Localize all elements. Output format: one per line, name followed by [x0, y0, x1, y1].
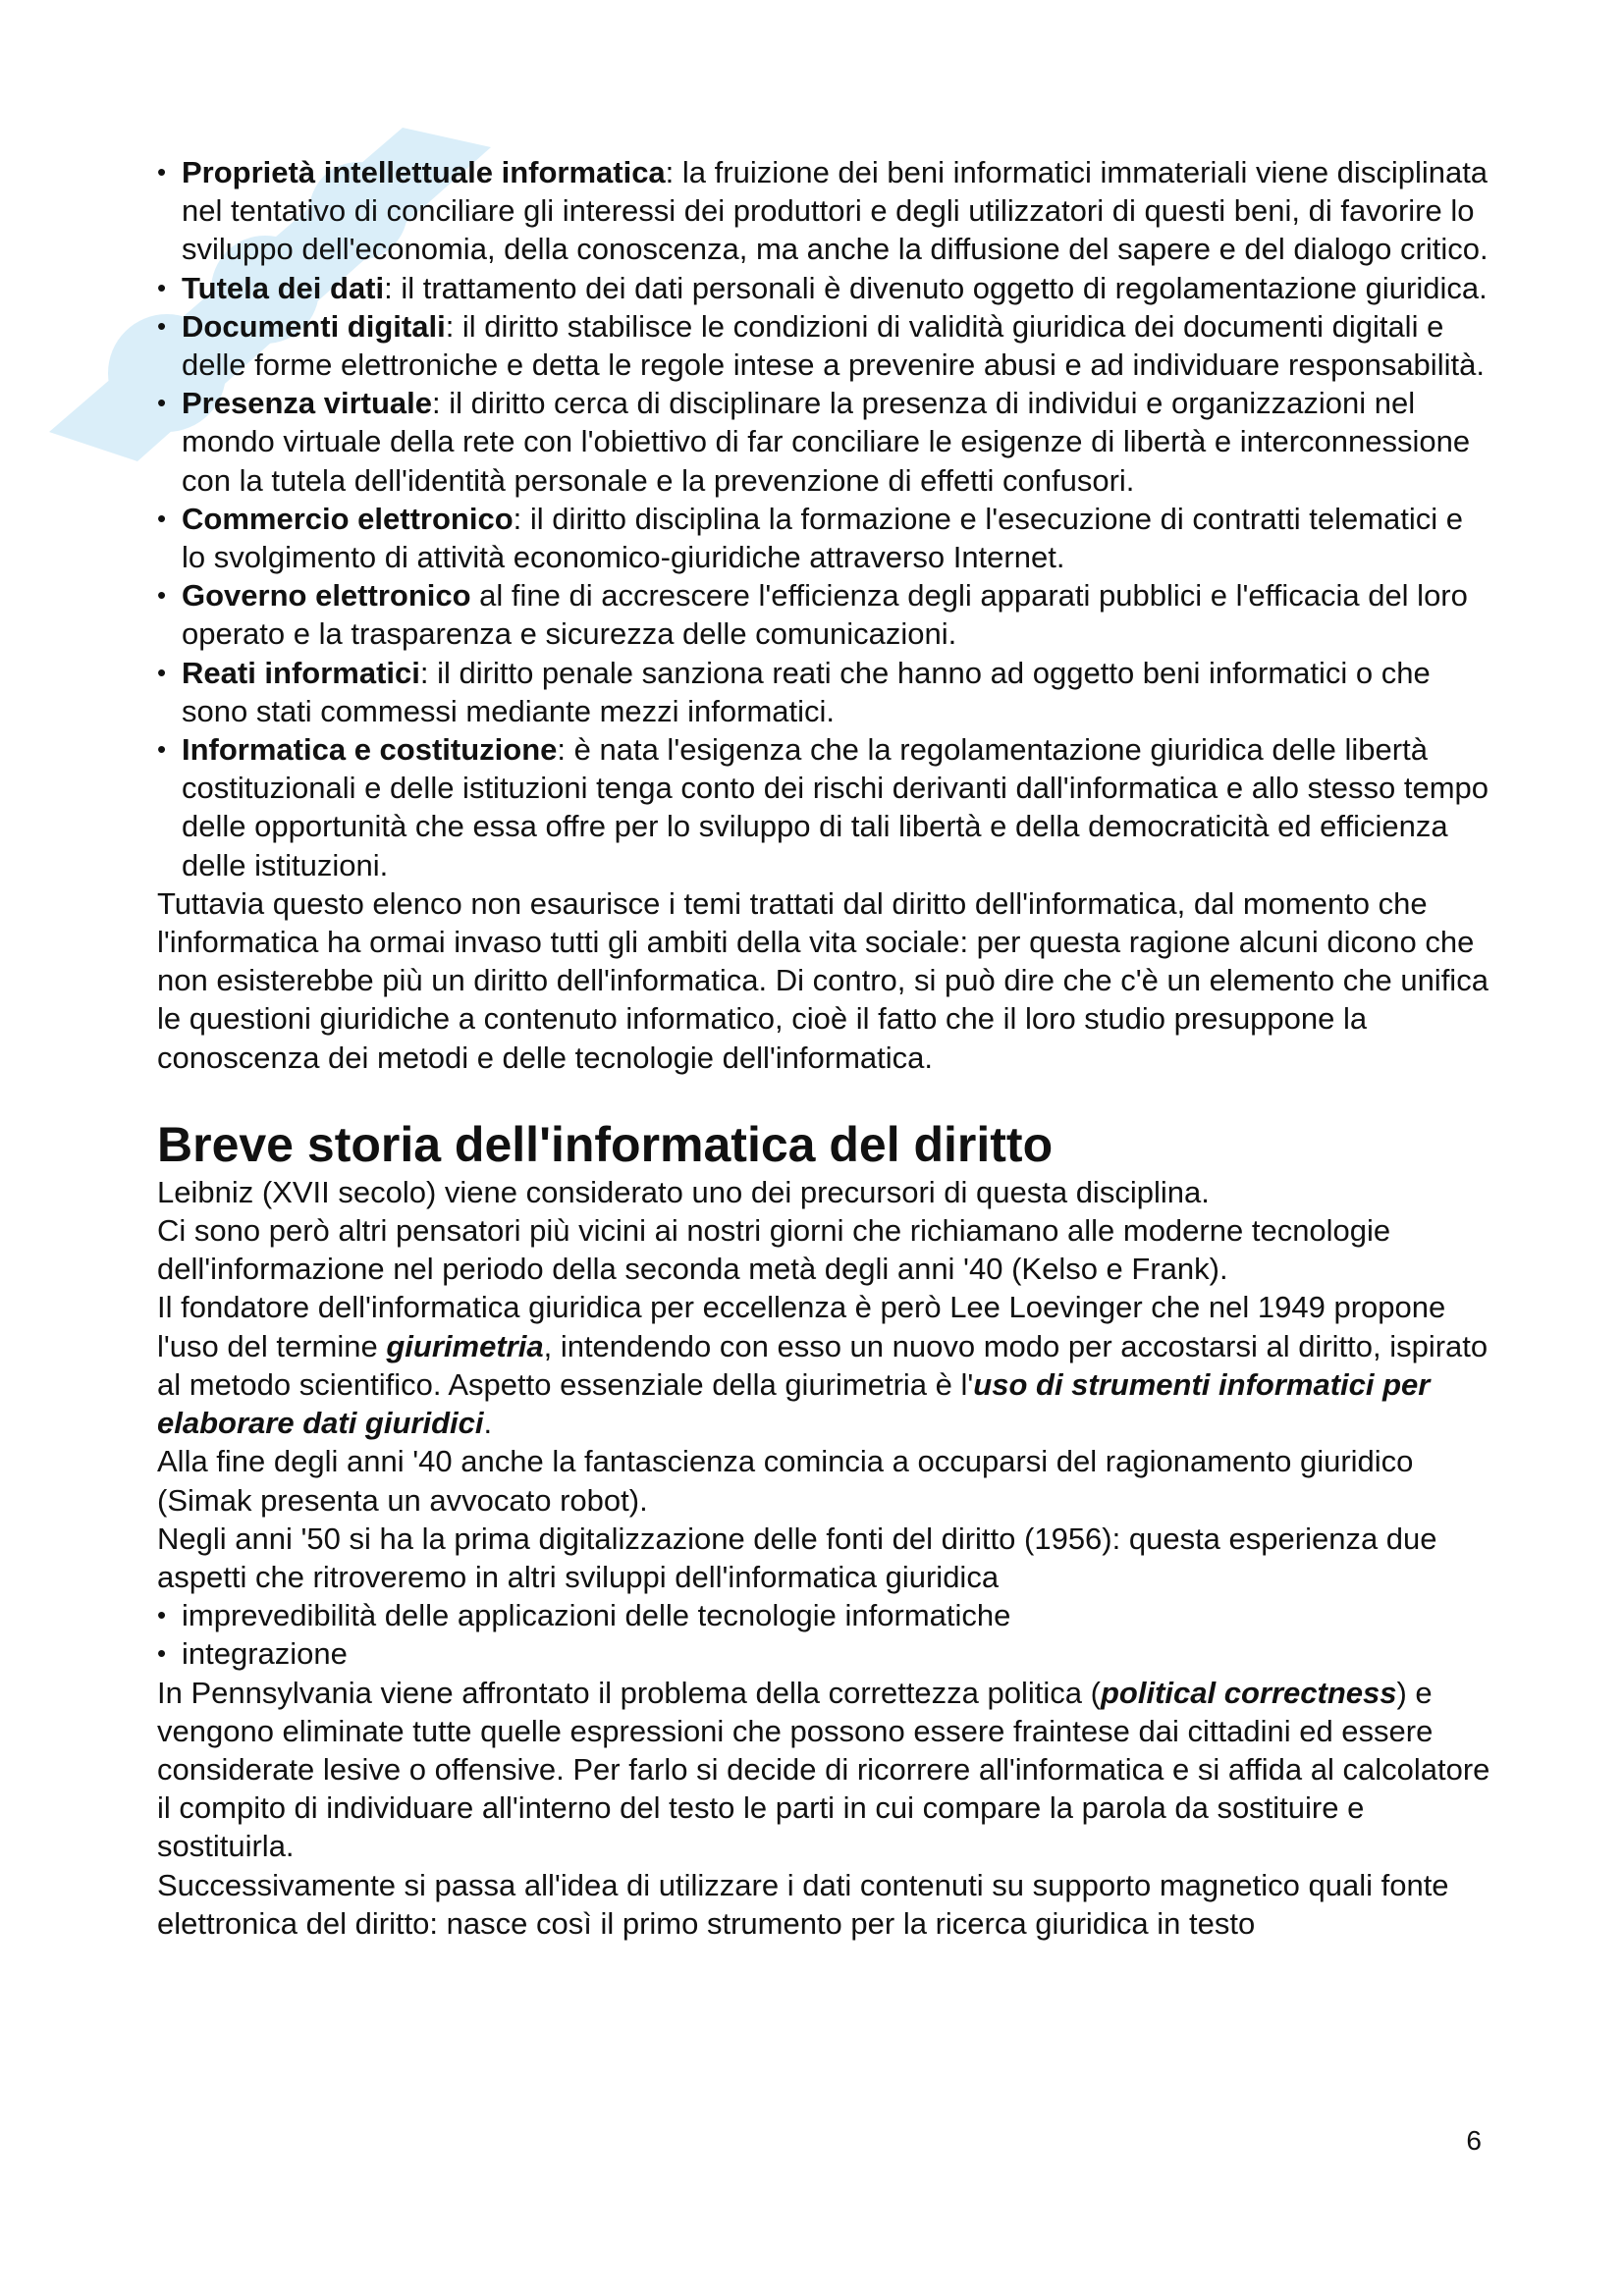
topic-text: : il diritto disciplina la formazione e l'esecuzione di contratti telematici e lo svolgimento di attività economico-giuridiche attraverso Internet.: [182, 501, 1463, 575]
topic-text: : la fruizione dei beni informatici immateriali viene disciplinata nel tentativo di conciliare gli interessi dei produttori e degli utilizzatori di questi beni, di favorire lo sviluppo dell'economia, della conoscenza, ma anche la diffusione del sapere e del dialogo critico.: [182, 155, 1489, 267]
topic-text: : il trattamento dei dati personali è divenuto oggetto di regolamentazione giuridica.: [384, 270, 1488, 305]
history-paragraph: Ci sono però altri pensatori più vicini ai nostri giorni che richiamano alle moderne tecnologie dell'informazione nel periodo della seconda metà degli anni '40 (Kelso e Frank).: [157, 1213, 1391, 1287]
list-item: [157, 384, 1492, 500]
aspects-list: [157, 1596, 1492, 1673]
history-paragraph: Successivamente si passa all'idea di utilizzare i dati contenuti su supporto magnetico quali fonte elettronica del diritto: nasce così il primo strumento per la ricerca giuridica in testo: [157, 1867, 1449, 1941]
list-item: • integrazione: [157, 1634, 1492, 1673]
topic-term: Reati informatici: [182, 655, 420, 690]
emphasis-term: uso di strumenti informatici per elaborare dati giuridici: [157, 1366, 1431, 1441]
list-item: [157, 730, 1492, 884]
list-item: [157, 576, 1492, 653]
list-item: [157, 500, 1492, 576]
history-paragraph: [157, 1288, 1492, 1442]
history-paragraph: [157, 1674, 1492, 1866]
list-item: [157, 307, 1492, 384]
topic-text: : il diritto penale sanziona reati che hanno ad oggetto beni informatici o che sono stati commessi mediante mezzi informatici.: [182, 655, 1431, 728]
emphasis-term: giurimetria: [386, 1328, 544, 1363]
topic-text: : è nata l'esigenza che la regolamentazione giuridica delle libertà costituzionali e delle istituzioni tenga conto dei rischi derivanti dall'informatica e allo stesso tempo delle opportunità che essa offre per lo sviluppo di tali libertà e della democraticità ed efficienza delle istituzioni.: [182, 732, 1489, 882]
list-item: [157, 269, 1492, 307]
history-paragraph: Alla fine degli anni '40 anche la fantascienza comincia a occuparsi del ragionamento giuridico (Simak presenta un avvocato robot).: [157, 1444, 1414, 1518]
document-page: [157, 153, 1492, 1943]
text-run: In Pennsylvania viene affrontato il problema della correttezza politica (: [157, 1675, 1101, 1710]
closing-paragraph: Tuttavia questo elenco non esaurisce i temi trattati dal diritto dell'informatica, dal momento che l'informatica ha ormai invaso tutti gli ambiti della vita sociale: per questa ragione alcuni dicono che non esisterebbe più un diritto dell'informatica. Di contro, si può dire che c'è un elemento che unifica le questioni giuridiche a contenuto informatico, cioè il fatto che il loro studio presuppone la conoscenza dei metodi e delle tecnologie dell'informatica.: [157, 885, 1489, 1075]
list-item: • imprevedibilità delle applicazioni delle tecnologie informatiche: [157, 1596, 1492, 1634]
list-item: [157, 153, 1492, 269]
topic-term: Documenti digitali: [182, 308, 446, 344]
topic-text: : il diritto stabilisce le condizioni di validità giuridica dei documenti digitali e delle forme elettroniche e detta le regole intese a prevenire abusi e ad individuare responsabilità.: [182, 308, 1485, 383]
topic-term: Tutela dei dati: [182, 270, 385, 305]
text-run: , intendendo con esso un nuovo modo per accostarsi al diritto, ispirato al metodo scientifico. Aspetto essenziale della giurimetria è l': [157, 1328, 1489, 1402]
topic-term: Informatica e costituzione: [182, 732, 558, 768]
emphasis-term: political correctness: [1100, 1675, 1397, 1710]
history-paragraph: Leibniz (XVII secolo) viene considerato uno dei precursori di questa disciplina.: [157, 1174, 1210, 1209]
topic-term: Commercio elettronico: [182, 501, 514, 536]
topic-term: Presenza virtuale: [182, 386, 433, 421]
text-run: ) e vengono eliminate tutte quelle espressioni che possono essere fraintese dai cittadini ed essere considerate lesive o offensive. Per farlo si decide di ricorrere all'informatica e si affida al calcolatore il compito di individuare all'interno del testo le parti in cui compare la parola da sostituire e sostituirla.: [157, 1675, 1490, 1864]
topic-term: Proprietà intellettuale informatica: [182, 155, 666, 189]
page-number: 6: [1466, 2125, 1482, 2156]
topic-term: Governo elettronico: [182, 578, 471, 614]
section-heading: Breve storia dell'informatica del diritto: [157, 1116, 1054, 1172]
topics-list: [157, 153, 1492, 884]
history-paragraph: Negli anni '50 si ha la prima digitalizzazione delle fonti del diritto (1956): questa esperienza due aspetti che ritroveremo in altri sviluppi dell'informatica giuridica: [157, 1521, 1437, 1594]
text-run: Il fondatore dell'informatica giuridica per eccellenza è però Lee Loevinger che nel 1949 propone l'uso del termine: [157, 1290, 1446, 1363]
list-item: [157, 654, 1492, 730]
topic-text: al fine di accrescere l'efficienza degli apparati pubblici e l'efficacia del loro operato e la trasparenza e sicurezza delle comunicazioni.: [182, 578, 1468, 652]
topic-text: : il diritto cerca di disciplinare la presenza di individui e organizzazioni nel mondo virtuale della rete con l'obiettivo di far conciliare le esigenze di libertà e interconnessione con la tutela dell'identità personale e la prevenzione di effetti confusori.: [182, 386, 1471, 498]
text-run: .: [483, 1406, 493, 1441]
